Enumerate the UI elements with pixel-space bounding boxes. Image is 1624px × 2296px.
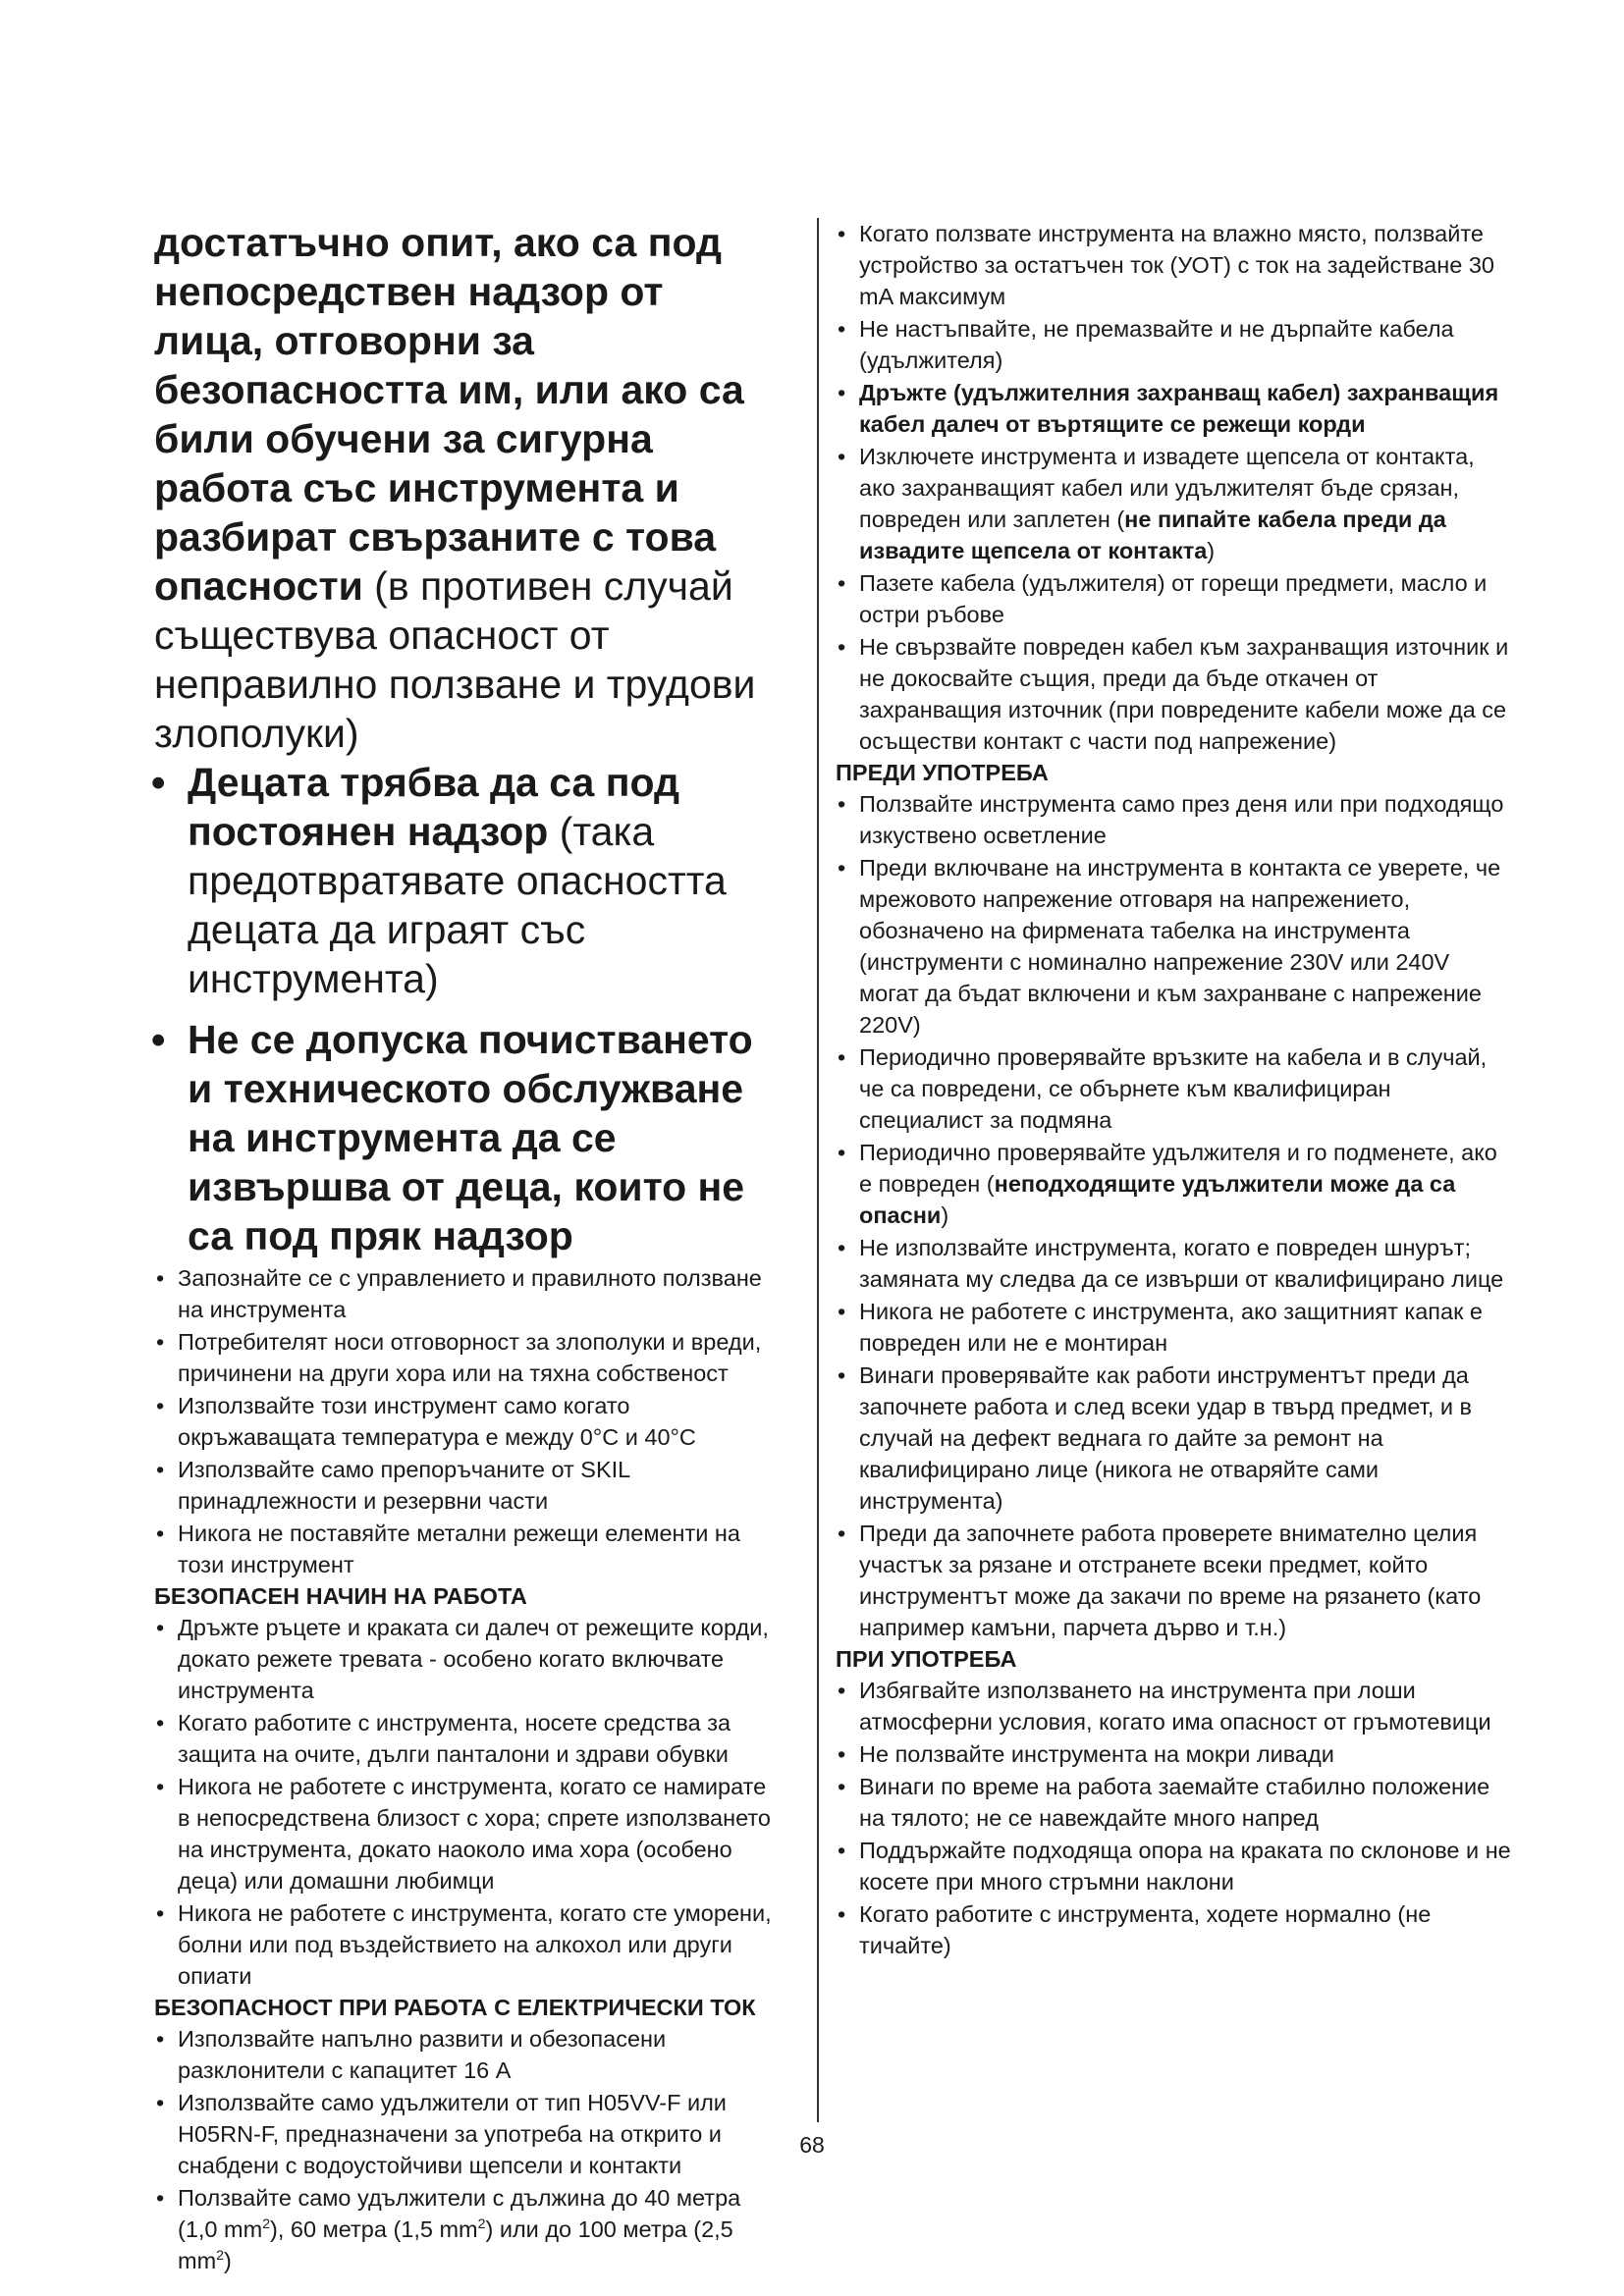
bold-text: неподходящите удължители може да са опасни: [859, 1171, 1456, 1228]
extension-length-text: ): [224, 2248, 232, 2273]
list-item: • Не настъпвайте, не премазвайте и не дърпайте кабела (удължителя): [836, 313, 1513, 376]
normal-text: Периодично проверявайте удължителя и го подменете, ако е повреден (: [859, 1140, 1497, 1197]
electrical-list-continued: [836, 218, 1513, 757]
list-item: • Винаги по време на работа заемайте стабилно положение на тялото; не се навеждайте много напред: [836, 1771, 1513, 1834]
list-item: • Когато работите с инструмента, носете средства за защита на очите, дълги панталони и здрави обувки: [154, 1707, 783, 1770]
big-warning-bold: Не се допуска почистването и техническото обслужване на инструмента да се извършва от деца, които не са под пряк надзор: [188, 1017, 753, 1258]
list-item: • Когато ползвате инструмента на влажно място, ползвайте устройство за остатъчен ток (УОТ) с ток на задействане 30 mA максимум: [836, 218, 1513, 312]
list-item: • Използвайте напълно развити и обезопасени разклонители с капацитет 16 A: [154, 2023, 783, 2086]
during-use-list: [836, 1675, 1513, 1961]
list-item: • Когато работите с инструмента, ходете нормално (не тичайте): [836, 1898, 1513, 1961]
list-item: • Не свързвайте повреден кабел към захранващия източник и не докосвайте същия, преди да бъде откачен от захранващия източник (при повредените кабели може да се осъществи контакт с части под напрежение): [836, 631, 1513, 757]
normal-text: ): [941, 1202, 949, 1228]
intro-warning-normal: (в противен случай съществува опасност от неправилно ползване и трудови злополуки): [154, 563, 756, 756]
column-divider: [817, 218, 819, 2122]
list-item: • Потребителят носи отговорност за злополуки и вреди, причинени на други хора или на тяхна собственост: [154, 1326, 783, 1389]
list-item: • Винаги проверявайте как работи инструментът преди да започнете работа и след всеки удар в твърд предмет, и в случай на дефект веднага го дайте за ремонт на квалифицирано лице (никога не отваряйте сами инструмента): [836, 1360, 1513, 1517]
big-warning-item: [154, 1015, 783, 1260]
section-heading-safe-work: БЕЗОПАСЕН НАЧИН НА РАБОТА: [154, 1583, 527, 1609]
intro-warning: [154, 218, 783, 758]
list-item: • Поддържайте подходяща опора на краката по склонове и не косете при много стръмни наклони: [836, 1835, 1513, 1897]
right-column: [836, 218, 1513, 1962]
section-heading-before-use: ПРЕДИ УПОТРЕБА: [836, 760, 1049, 785]
list-item: • Никога не работете с инструмента, ако защитният капак е повреден или не е монтиран: [836, 1296, 1513, 1359]
big-warning-item: [154, 758, 783, 1003]
list-item: [836, 377, 1513, 440]
list-item: • Избягвайте използването на инструмента при лоши атмосферни условия, когато има опасност от гръмотевици: [836, 1675, 1513, 1737]
list-item: • Никога не поставяйте метални режещи елементи на този инструмент: [154, 1518, 783, 1580]
safe-work-list: [154, 1612, 783, 1992]
list-item: • Периодично проверявайте връзките на кабела и в случай, че са повредени, се обърнете към квалифициран специалист за подмяна: [836, 1041, 1513, 1136]
left-column: [154, 218, 783, 2277]
list-item: • Не използвайте инструмента, когато е повреден шнурът; замяната му следва да се извърши от квалифицирано лице: [836, 1232, 1513, 1295]
intro-warning-bold: достатъчно опит, ако са под непосредствен надзор от лица, отговорни за безопасността им, или ако са били обучени за сигурна работа със инструмента и разбират свързаните с това опасности: [154, 220, 744, 609]
big-warning-bold: Децата трябва да са под постоянен надзор: [188, 760, 679, 854]
list-item: • Не ползвайте инструмента на мокри ливади: [836, 1738, 1513, 1770]
big-warning-normal: (така предотвратявате опасността децата да играят със инструмента): [188, 809, 727, 1001]
superscript: 2: [477, 2216, 486, 2232]
section-heading-during-use: ПРИ УПОТРЕБА: [836, 1646, 1017, 1672]
list-item: • Използвайте само удължители от тип H05VV-F или H05RN-F, предназначени за употреба на открито и снабдени с водоустойчиви щепсели и контакти: [154, 2087, 783, 2181]
list-item: • Използвайте само препоръчаните от SKIL принадлежности и резервни части: [154, 1454, 783, 1517]
list-item: • Никога не работете с инструмента, когато сте уморени, болни или под въздействието на алкохол или други опиати: [154, 1897, 783, 1992]
extension-length-text: ) или до 100 метра (2,5 mm: [178, 2216, 733, 2273]
list-item: • Дръжте ръцете и краката си далеч от режещите корди, докато режете тревата - особено когато включвате инструмента: [154, 1612, 783, 1706]
bold-text: не пипайте кабела преди да извадите щепсела от контакта: [859, 507, 1446, 563]
extension-length-text: Ползвайте само удължители с дължина до 40 метра (1,0 mm: [178, 2185, 741, 2242]
list-item: • Пазете кабела (удължителя) от горещи предмети, масло и остри ръбове: [836, 567, 1513, 630]
superscript: 2: [216, 2247, 224, 2264]
page-number: 68: [799, 2132, 825, 2158]
list-item: [836, 441, 1513, 566]
normal-text: ): [1207, 538, 1216, 563]
extension-length-text: ), 60 метра (1,5 mm: [270, 2216, 478, 2242]
list-item: • Запознайте се с управлението и правилното ползване на инструмента: [154, 1262, 783, 1325]
bold-text: Дръжте (удължителния захранващ кабел) захранващия кабел далеч от въртящите се режещи корди: [859, 380, 1499, 437]
list-item: [154, 2182, 783, 2276]
superscript: 2: [262, 2216, 271, 2232]
list-item: [836, 1137, 1513, 1231]
general-rules-list: [154, 1262, 783, 1580]
section-heading-electrical: БЕЗОПАСНОСТ ПРИ РАБОТА С ЕЛЕКТРИЧЕСКИ ТОК: [154, 1995, 756, 2020]
before-use-list: [836, 788, 1513, 1643]
normal-text: Изключете инструмента и извадете щепсела от контакта, ако захранващият кабел или удължителят бъде срязан, повреден или заплетен (: [859, 444, 1475, 532]
list-item: • Никога не работете с инструмента, когато се намирате в непосредствена близост с хора; спрете използването на инструмента, докато наоколо има хора (особено деца) или домашни любимци: [154, 1771, 783, 1896]
big-warning-list: [154, 758, 783, 1260]
list-item: • Ползвайте инструмента само през деня или при подходящо изкуствено осветление: [836, 788, 1513, 851]
list-item: • Преди включване на инструмента в контакта се уверете, че мрежовото напрежение отговаря на напрежението, обозначено на фирмената табелка на инструмента (инструменти с номинално напрежение 230V или 240V могат да бъдат включени и към захранване с напрежение 220V): [836, 852, 1513, 1041]
list-item: • Използвайте този инструмент само когато окръжаващата температура е между 0°C и 40°C: [154, 1390, 783, 1453]
list-item: • Преди да започнете работа проверете внимателно целия участък за рязане и отстранете всеки предмет, който инструментът може да закачи по време на рязането (като например камъни, парчета дърво и т.н.): [836, 1518, 1513, 1643]
